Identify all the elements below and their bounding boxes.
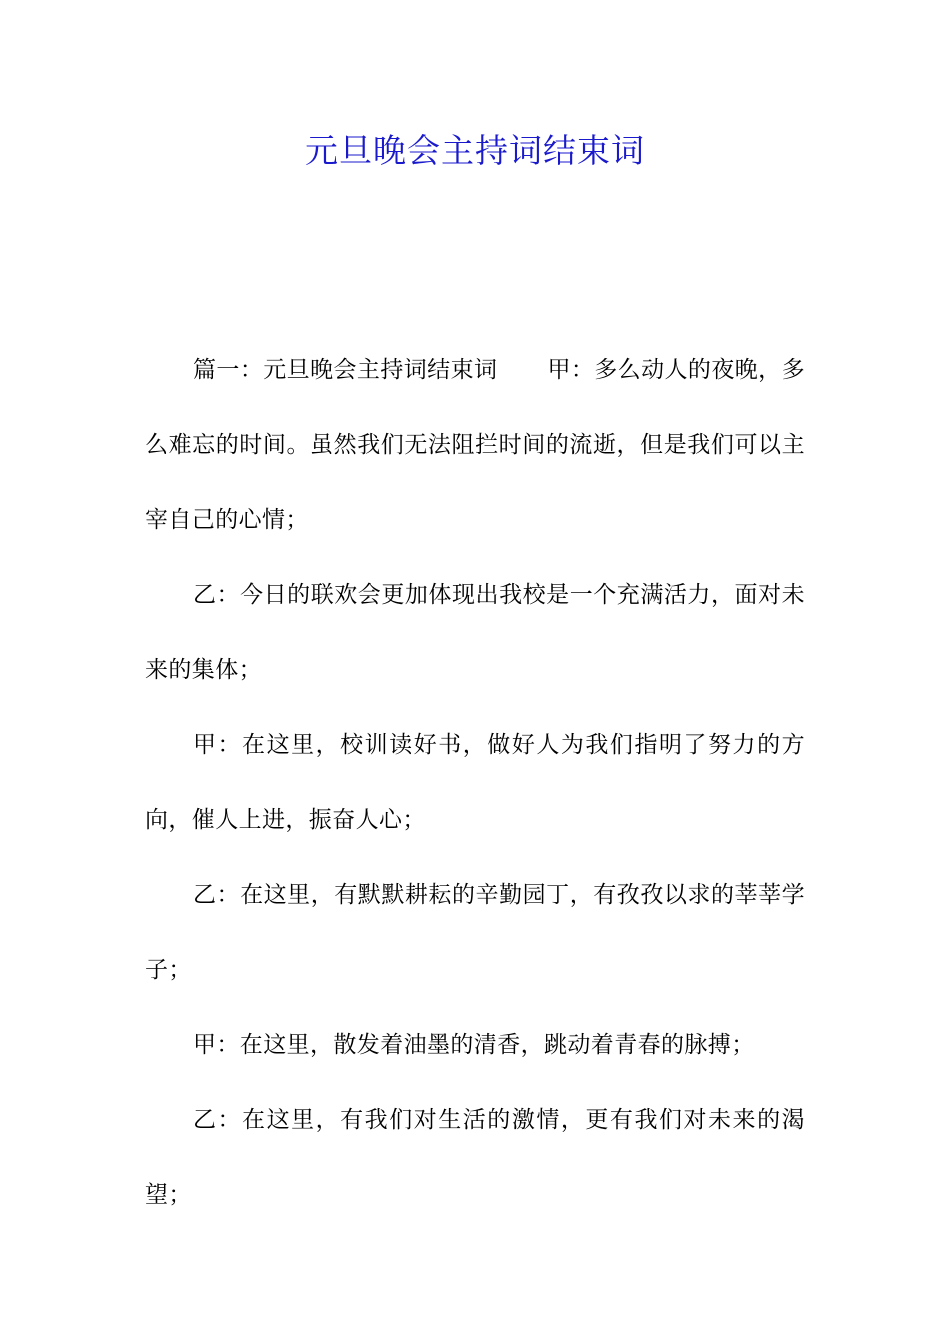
paragraph-5: 甲：在这里，散发着油墨的清香，跳动着青春的脉搏； xyxy=(193,1032,755,1058)
paragraph-6: 乙：在这里，有我们对生活的激情，更有我们对未来的渴望； xyxy=(145,1107,805,1208)
document-body xyxy=(145,333,805,1233)
paragraph-text: 甲：多么动人的夜晚，多么难忘的时间。虽然我们无法阻拦时间的流逝，但是我们可以主宰自己的心情； xyxy=(145,357,806,533)
document-title: 元旦晚会主持词结束词 xyxy=(305,131,645,170)
section-heading: 篇一：元旦晚会主持词结束词 xyxy=(193,357,498,383)
paragraph-2: 乙：今日的联欢会更加体现出我校是一个充满活力，面对未来的集体； xyxy=(145,582,805,683)
paragraph-3: 甲：在这里，校训读好书，做好人为我们指明了努力的方向，催人上进，振奋人心； xyxy=(145,732,805,833)
paragraph-4: 乙：在这里，有默默耕耘的辛勤园丁，有孜孜以求的莘莘学子； xyxy=(145,882,805,983)
paragraph-1 xyxy=(145,333,805,558)
